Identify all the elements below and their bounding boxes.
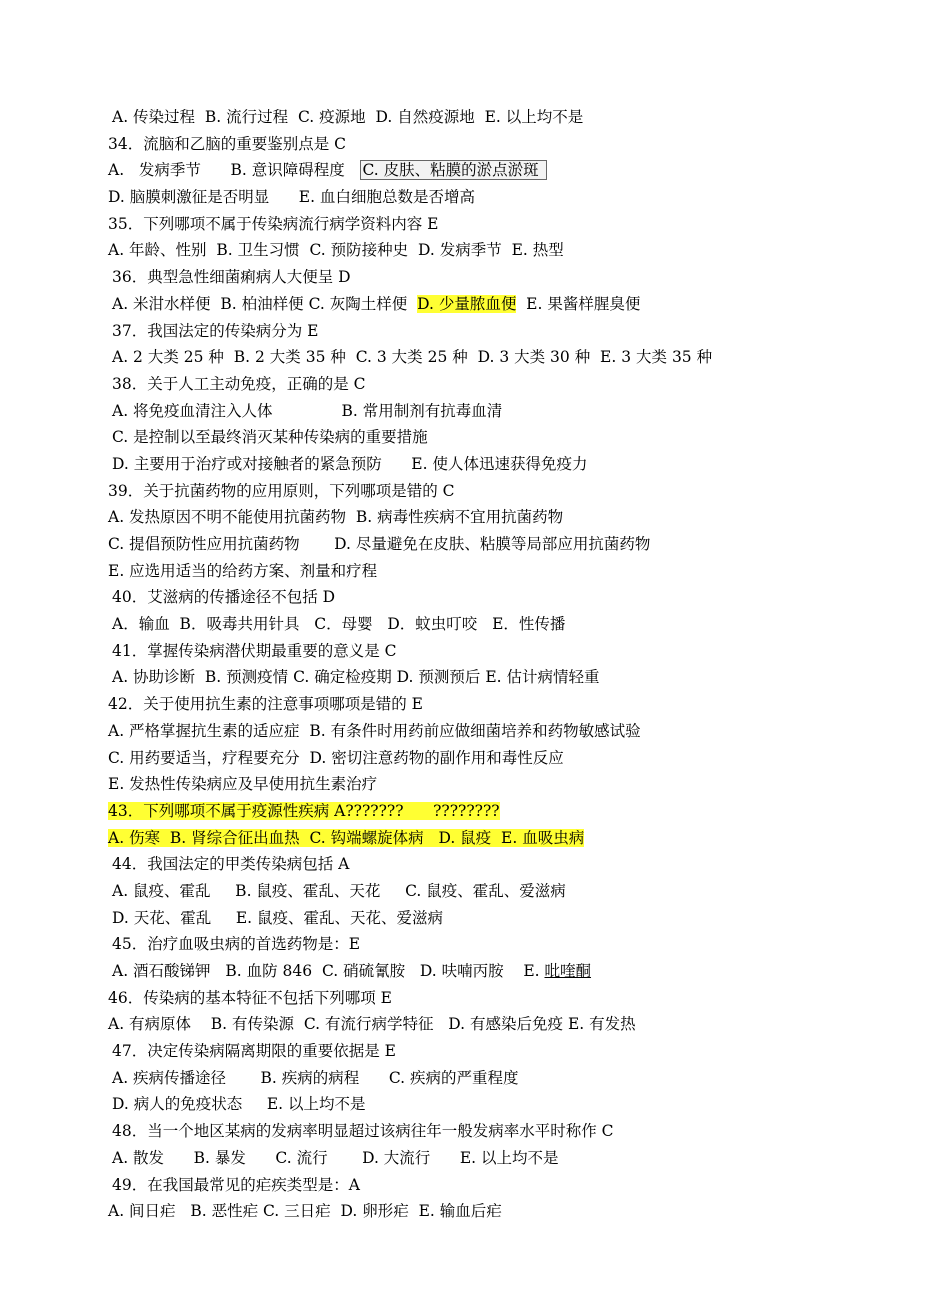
text-boxed-segment: C. 皮肤、粘膜的淤点淤斑	[360, 160, 547, 180]
text-line	[0, 905, 950, 932]
text-segment: A. 协助诊断 B. 预测疫情 C. 确定检疫期 D. 预测预后 E. 估计病情轻重	[112, 668, 600, 687]
text-segment: E. 应选用适当的给药方案、剂量和疗程	[108, 561, 378, 580]
text-line	[0, 798, 950, 825]
text-segment: C. 是控制以至最终消灭某种传染病的重要措施	[112, 428, 428, 447]
text-line	[0, 184, 950, 211]
text-segment: A. 酒石酸锑钾 B. 血防 846 C. 硝硫氰胺 D. 呋喃丙胺 E.	[112, 962, 545, 980]
text-line	[0, 691, 950, 718]
text-segment: A. 发热原因不明不能使用抗菌药物 B. 病毒性疾病不宜用抗菌药物	[108, 508, 564, 527]
text-line	[0, 851, 950, 878]
text-line	[0, 878, 950, 905]
text-line	[0, 1172, 950, 1199]
text-segment: 47．决定传染病隔离期限的重要依据是 E	[112, 1042, 396, 1061]
text-segment: 35．下列哪项不属于传染病流行病学资料内容 E	[108, 214, 439, 233]
text-line	[0, 1198, 950, 1225]
text-segment: A. 疾病传播途径 B. 疾病的病程 C. 疾病的严重程度	[112, 1068, 519, 1087]
text-segment: A．输血 B．吸毒共用针具 C．母婴 D．蚊虫叮咬 E．性传播	[112, 615, 566, 634]
text-line	[0, 157, 950, 184]
text-line	[0, 504, 950, 531]
text-segment: A. 严格掌握抗生素的适应症 B. 有条件时用药前应做细菌培养和药物敏感试验	[108, 721, 641, 740]
text-hl-segment: 43．下列哪项不属于疫源性疾病	[108, 801, 330, 820]
text-segment: 48．当一个地区某病的发病率明显超过该病往年一般发病率水平时称作 C	[112, 1122, 614, 1141]
text-segment: A. 有病原体 B. 有传染源 C. 有流行病学特征 D. 有感染后免疫 E. 有发热	[108, 1015, 636, 1034]
text-line	[0, 664, 950, 691]
text-segment: 42．关于使用抗生素的注意事项哪项是错的 E	[108, 695, 423, 714]
text-segment: A. 间日疟 B. 恶性疟 C. 三日疟 D. 卵形疟 E. 输血后疟	[108, 1202, 502, 1221]
text-segment: E. 果酱样腥臭便	[516, 294, 641, 313]
text-line	[0, 424, 950, 451]
text-line	[0, 131, 950, 158]
text-segment: D. 天花、霍乱 E. 鼠疫、霍乱、天花、爱滋病	[112, 908, 444, 927]
text-line	[0, 531, 950, 558]
text-line	[0, 718, 950, 745]
text-segment: 34．流脑和乙脑的重要鉴别点是 C	[108, 134, 347, 153]
text-line	[0, 771, 950, 798]
text-line	[0, 371, 950, 398]
text-line	[0, 237, 950, 264]
text-line	[0, 344, 950, 371]
text-line	[0, 1118, 950, 1145]
text-line	[0, 1011, 950, 1038]
text-line	[0, 398, 950, 425]
text-line	[0, 1038, 950, 1065]
text-line	[0, 931, 950, 958]
text-line	[0, 291, 950, 318]
text-segment: 41．掌握传染病潜伏期最重要的意义是 C	[112, 641, 397, 660]
text-line	[0, 264, 950, 291]
text-segment: A. 鼠疫、霍乱 B. 鼠疫、霍乱、天花 C. 鼠疫、霍乱、爱滋病	[112, 881, 566, 900]
text-line	[0, 638, 950, 665]
text-segment: 49．在我国最常见的疟疾类型是：A	[112, 1175, 360, 1194]
text-segment: 38．关于人工主动免疫，正确的是 C	[112, 374, 366, 393]
text-line	[0, 825, 950, 852]
text-segment: 46．传染病的基本特征不包括下列哪项 E	[108, 988, 392, 1007]
text-segment: C. 提倡预防性应用抗菌药物 D. 尽量避免在皮肤、粘膜等局部应用抗菌药物	[108, 535, 651, 553]
text-segment: D. 病人的免疫状态 E. 以上均不是	[112, 1095, 366, 1114]
text-segment: A. 传染过程 B. 流行过程 C. 疫源地 D. 自然疫源地 E. 以上均不是	[112, 108, 584, 126]
text-segment: D. 主要用于治疗或对接触者的紧急预防 E. 使人体迅速获得免疫力	[112, 454, 588, 473]
text-segment: C. 用药要适当，疗程要充分 D. 密切注意药物的副作用和毒性反应	[108, 748, 564, 767]
text-line	[0, 1145, 950, 1172]
text-line	[0, 584, 950, 611]
text-segment: A. 米泔水样便 B. 柏油样便 C. 灰陶土样便	[112, 294, 418, 313]
text-line	[0, 1091, 950, 1118]
text-line	[0, 985, 950, 1012]
text-segment: 39．关于抗菌药物的应用原则，下列哪项是错的 C	[108, 481, 455, 500]
text-hl-segment: A??????? ????????	[329, 801, 500, 820]
text-segment: E. 发热性传染病应及早使用抗生素治疗	[108, 775, 378, 794]
text-segment: A. 发病季节 B. 意识障碍程度	[108, 161, 360, 180]
text-segment: 37．我国法定的传染病分为 E	[112, 321, 319, 340]
text-line	[0, 318, 950, 345]
text-segment: 36．典型急性细菌痢病人大便呈 D	[112, 268, 351, 287]
text-line	[0, 745, 950, 772]
text-hl-segment: A. 伤寒 B. 肾综合征出血热 C. 钩端螺旋体病 D. 鼠疫 E. 血吸虫病	[108, 828, 585, 847]
text-segment: A. 将免疫血清注入人体 B. 常用制剂有抗毒血清	[112, 401, 503, 420]
document-page	[0, 104, 950, 1225]
text-hl-segment: D. 少量脓血便	[417, 294, 517, 313]
text-line	[0, 104, 950, 131]
text-line	[0, 958, 950, 985]
text-ul-segment: 吡喹酮	[544, 962, 592, 980]
text-segment: 40．艾滋病的传播途径不包括 D	[112, 588, 336, 607]
text-line	[0, 478, 950, 505]
text-segment: A. 散发 B. 暴发 C. 流行 D. 大流行 E. 以上均不是	[112, 1148, 559, 1167]
text-segment: D. 脑膜刺激征是否明显 E. 血白细胞总数是否增高	[108, 188, 475, 207]
text-line	[0, 451, 950, 478]
text-segment: 45．治疗血吸虫病的首选药物是：E	[112, 935, 361, 954]
text-segment: A. 年龄、性别 B. 卫生习惯 C. 预防接种史 D. 发病季节 E. 热型	[108, 241, 564, 260]
text-segment: 44．我国法定的甲类传染病包括 A	[112, 855, 350, 874]
text-line	[0, 611, 950, 638]
text-line	[0, 1065, 950, 1092]
text-line	[0, 211, 950, 238]
text-segment: A. 2 大类 25 种 B. 2 大类 35 种 C. 3 大类 25 种 D. 3 大类 30 种 E. 3 大类 35 种	[112, 348, 713, 367]
text-line	[0, 558, 950, 585]
